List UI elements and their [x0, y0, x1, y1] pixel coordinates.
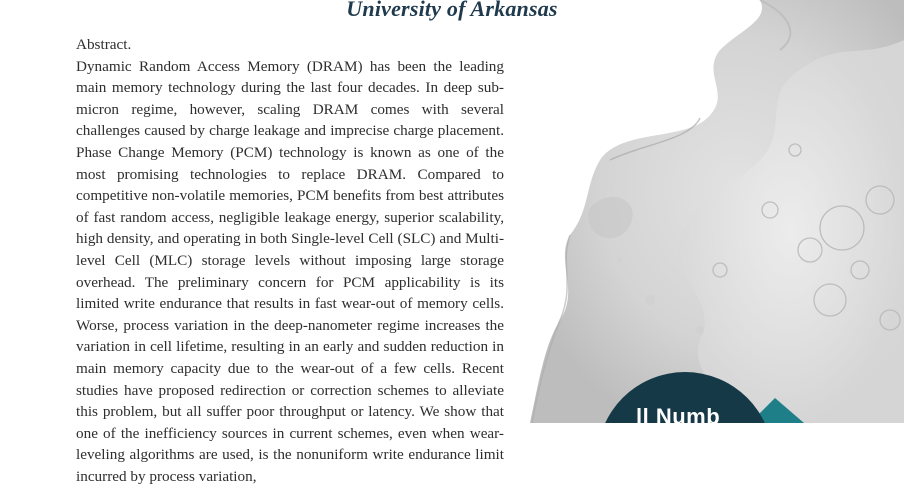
abstract-label: Abstract. [76, 36, 132, 53]
institution-title: University of Arkansas [346, 0, 558, 21]
badge-text: ll Numb [636, 404, 721, 429]
abstract-body: Dynamic Random Access Memory (DRAM) has been the leading main memory technology during the last four decades. In deep sub-micron regime, however, scaling DRAM comes with several challenges caused by charge leakage and imprecise charge placement. Phase Change Memory (PCM) technology is known as one of the most promising technologies to replace DRAM. Compared to competitive non-volatile memories, PCM benefits from best attributes of fast random access, negligible leakage energy, superior scalability, high density, and operating in both Single-level Cell (SLC) and Multi-level Cell (MLC) storage levels without imposing large storage overhead. The preliminary concern for PCM applicability is its limited write endurance that results in fast wear-out of memory cells. Worse, process variation in the deep-nanometer regime increases the variation in cell lifetime, resulting in an early and sudden reduction in main memory capacity due to the wear-out of a few cells. Recent studies have proposed redirection or correction schemes to alleviate this problem, but all suffer poor throughput or latency. We show that one of the inefficiency sources in current schemes, even when wear-leveling algorithms are used, is the nonuniform write endurance limit incurred by process variation, [76, 57, 504, 485]
abstract-section [76, 34, 504, 487]
